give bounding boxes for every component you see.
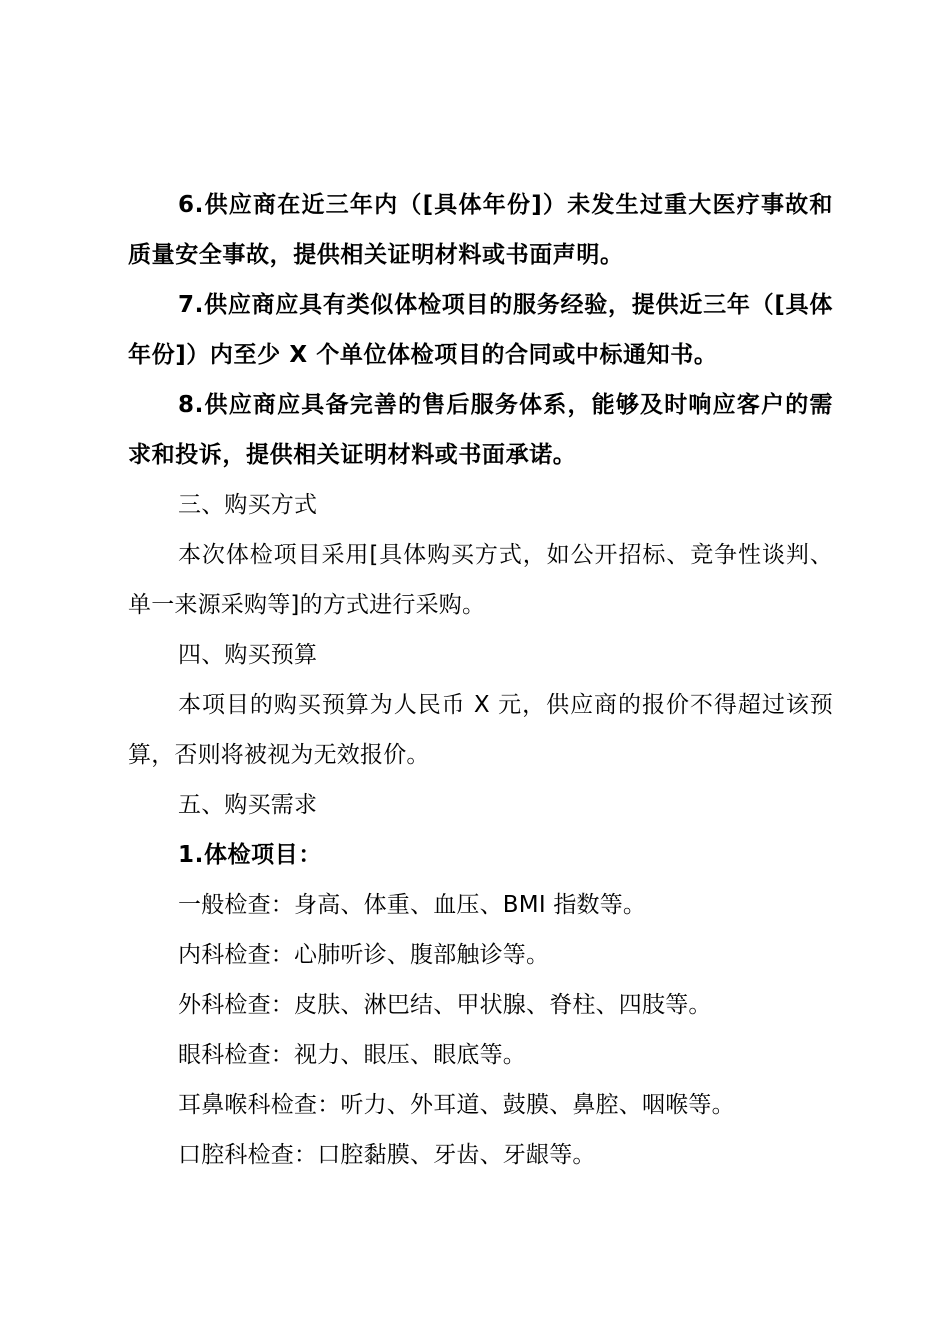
section-heading-purchase-budget: 四、购买预算 — [178, 642, 318, 668]
section-heading-purchase-method: 三、购买方式 — [178, 492, 318, 518]
paragraph-purchase-method: 本次体检项目采用[具体购买方式，如公开招标、竞争性谈判、单一来源采购等]的方式进行采购。 — [128, 542, 833, 618]
list-item-surgery-exam: 外科检查：皮肤、淋巴结、甲状腺、脊柱、四肢等。 — [178, 992, 712, 1018]
paragraph-item-8: 8.供应商应具备完善的售后服务体系，能够及时响应客户的需求和投诉，提供相关证明材料或书面承诺。 — [128, 392, 833, 468]
document-page — [128, 180, 833, 1180]
list-item-general-exam: 一般检查：身高、体重、血压、BMI 指数等。 — [178, 892, 647, 918]
list-item-eye-exam: 眼科检查：视力、眼压、眼底等。 — [178, 1042, 526, 1068]
paragraph-item-6: 6.供应商在近三年内（[具体年份]）未发生过重大医疗事故和质量安全事故，提供相关证明材料或书面声明。 — [128, 192, 833, 268]
paragraph-item-7: 7.供应商应具有类似体检项目的服务经验，提供近三年（[具体年份]）内至少 X 个单位体检项目的合同或中标通知书。 — [128, 292, 833, 368]
list-item-ent-exam: 耳鼻喉科检查：听力、外耳道、鼓膜、鼻腔、咽喉等。 — [178, 1092, 735, 1118]
list-item-oral-exam: 口腔科检查：口腔黏膜、牙齿、牙龈等。 — [178, 1142, 596, 1168]
section-heading-purchase-needs: 五、购买需求 — [178, 792, 318, 818]
paragraph-purchase-budget: 本项目的购买预算为人民币 X 元，供应商的报价不得超过该预算，否则将被视为无效报价。 — [128, 692, 833, 768]
subheading-exam-items: 1.体检项目： — [178, 842, 322, 868]
list-item-internal-exam: 内科检查：心肺听诊、腹部触诊等。 — [178, 942, 550, 968]
